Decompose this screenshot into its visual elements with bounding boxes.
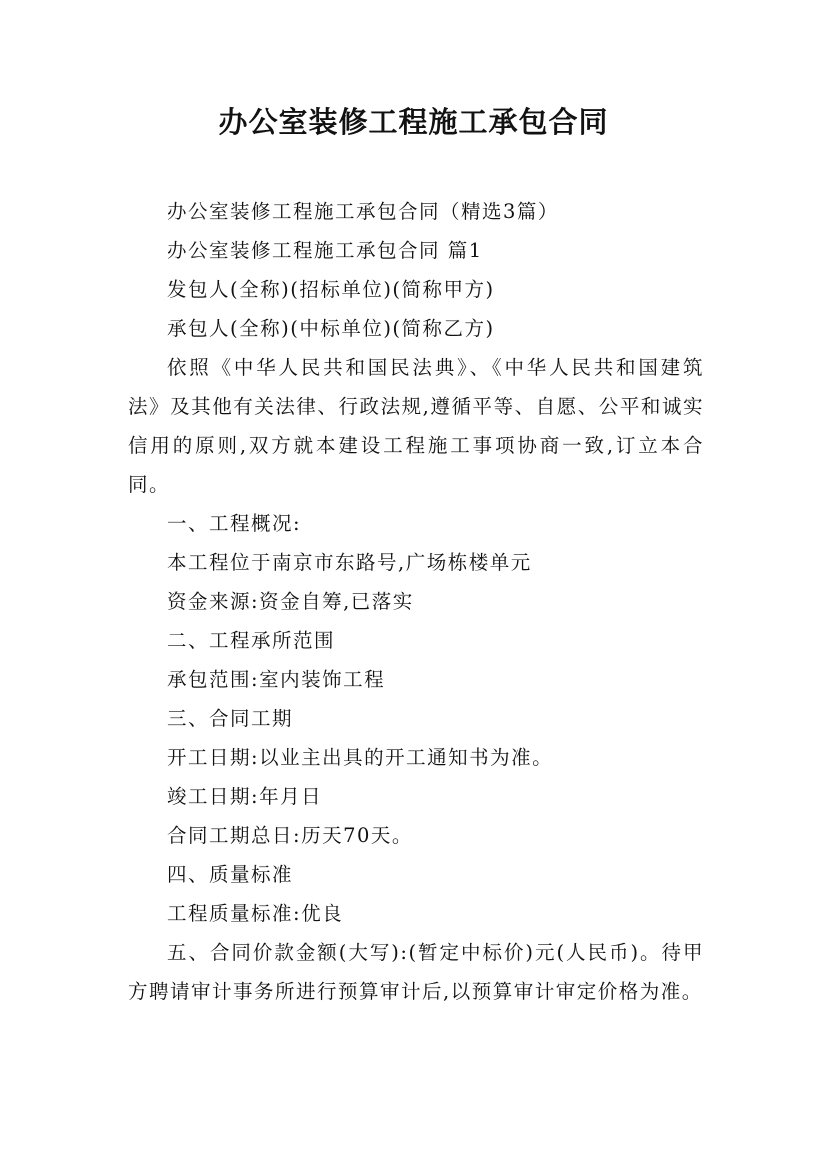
section-heading-overview: 一、工程概况: xyxy=(167,512,302,535)
paragraph-total-days: 合同工期总日:历天70天。 xyxy=(167,824,413,847)
document-title: 办公室装修工程施工承包合同 xyxy=(218,105,609,139)
paragraph-part-heading: 办公室装修工程施工承包合同 篇1 xyxy=(167,239,483,262)
paragraph-funding: 资金来源:资金自筹,已落实 xyxy=(167,590,414,613)
section-heading-scope: 二、工程承所范围 xyxy=(167,629,336,652)
paragraph-start-date: 开工日期:以业主出具的开工通知书为准。 xyxy=(167,746,554,769)
paragraph-completion-date: 竣工日期:年月日 xyxy=(167,785,323,808)
paragraph-employer: 发包人(全称)(招标单位)(简称甲方) xyxy=(167,278,495,301)
paragraph-preamble: 依照《中华人民共和国民法典》、《中华人民共和国建筑法》及其他有关法律、行政法规,遵循平等、自愿、公平和诚实信用的原则,双方就本建设工程施工事项协商一致,订立本合同。 xyxy=(128,356,704,496)
paragraph-subtitle: 办公室装修工程施工承包合同（精选3篇） xyxy=(167,200,559,223)
paragraph-contract-price: 五、合同价款金额(大写):(暂定中标价)元(人民币)。待甲方聘请审计事务所进行预算审计后,以预算审计审定价格为准。 xyxy=(128,941,704,1003)
paragraph-scope: 承包范围:室内装饰工程 xyxy=(167,668,386,691)
paragraph-quality-standard: 工程质量标准:优良 xyxy=(167,902,344,925)
section-heading-quality: 四、质量标准 xyxy=(167,863,294,886)
section-heading-period: 三、合同工期 xyxy=(167,707,294,730)
document-body xyxy=(128,192,704,1011)
paragraph-contractor: 承包人(全称)(中标单位)(简称乙方) xyxy=(167,317,495,340)
paragraph-location: 本工程位于南京市东路号,广场栋楼单元 xyxy=(167,551,532,574)
